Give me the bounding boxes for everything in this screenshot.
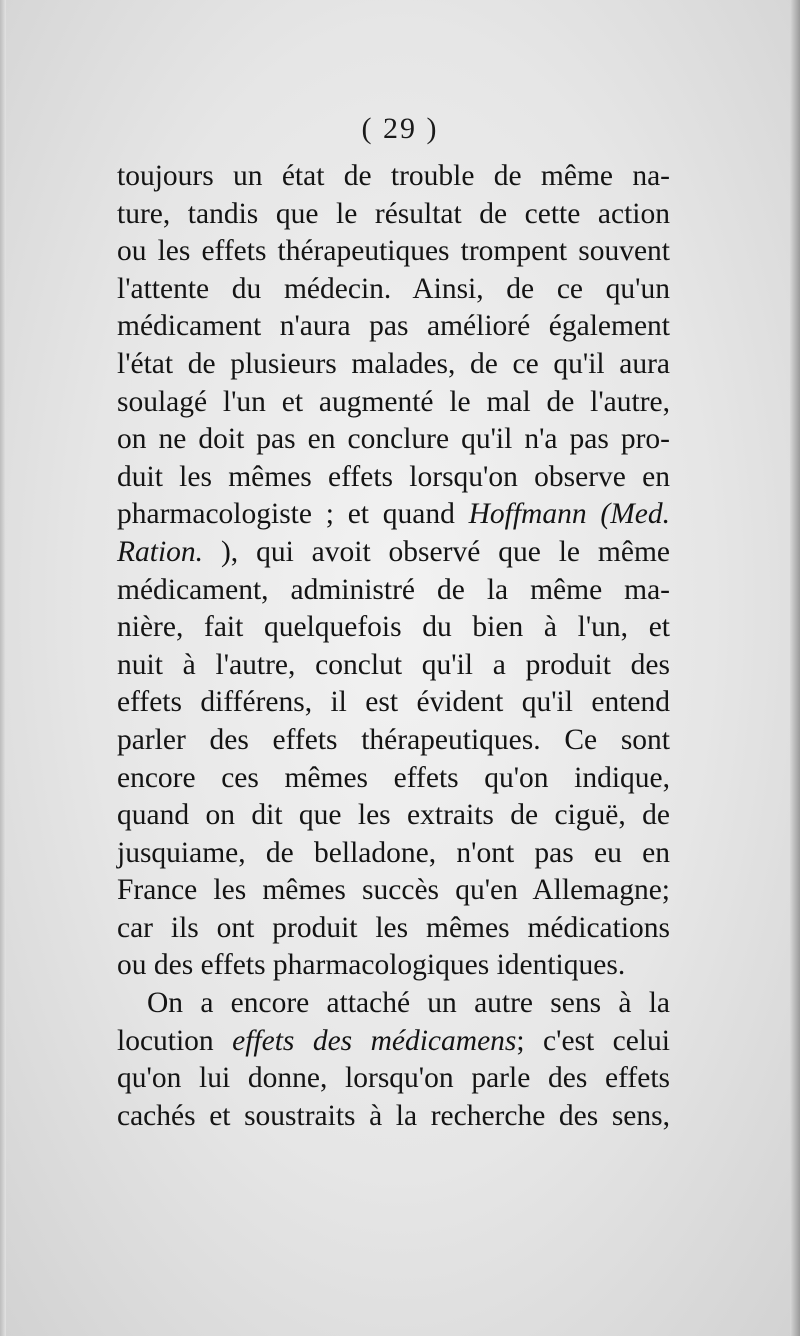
line-text: locution bbox=[117, 1024, 233, 1057]
line-text: ou des effets pharmacologiques identiques. bbox=[117, 949, 626, 982]
line-text: effets différens, il est évident qu'il entend bbox=[117, 686, 670, 719]
line-text: cachés et soustraits à la recherche des sens, bbox=[117, 1099, 670, 1132]
text-line bbox=[117, 760, 670, 798]
text-line bbox=[117, 1098, 670, 1136]
text-line bbox=[117, 346, 670, 384]
text-line bbox=[117, 609, 670, 647]
line-text: parler des effets thérapeutiques. Ce sont bbox=[117, 723, 670, 756]
text-line bbox=[117, 1023, 670, 1061]
body-text bbox=[117, 158, 670, 1135]
page-left-edge bbox=[0, 0, 6, 1336]
line-text: pharmacologiste ; et quand bbox=[117, 498, 469, 531]
line-text: l'état de plusieurs malades, de ce qu'il aura bbox=[117, 347, 670, 380]
italic-text: effets des médicamens bbox=[232, 1024, 517, 1057]
line-text: médicament n'aura pas amélioré également bbox=[117, 310, 670, 343]
line-text: nière, fait quelquefois du bien à l'un, et bbox=[117, 611, 670, 644]
italic-text: Ration. bbox=[117, 535, 204, 568]
text-line bbox=[117, 459, 670, 497]
text-line bbox=[117, 684, 670, 722]
line-text: France les mêmes succès qu'en Allemagne; bbox=[117, 874, 670, 907]
italic-text: Hoffmann (Med. bbox=[468, 498, 670, 531]
line-text: jusquiame, de belladone, n'ont pas eu en bbox=[117, 836, 670, 869]
text-line bbox=[117, 872, 670, 910]
text-line bbox=[117, 271, 670, 309]
text-line bbox=[117, 835, 670, 873]
text-line bbox=[117, 233, 670, 271]
line-text: toujours un état de trouble de même na- bbox=[117, 160, 670, 192]
line-text: l'attente du médecin. Ainsi, de ce qu'un bbox=[117, 272, 670, 305]
text-line bbox=[117, 647, 670, 685]
text-line bbox=[117, 308, 670, 346]
text-line bbox=[117, 196, 670, 234]
line-text: ture, tandis que le résultat de cette action bbox=[117, 197, 670, 230]
line-text: ou les effets thérapeutiques trompent souvent bbox=[117, 235, 670, 268]
line-text: quand on dit que les extraits de ciguë, de bbox=[117, 799, 670, 832]
text-line bbox=[117, 158, 670, 196]
line-text: ), qui avoit observé que le même bbox=[203, 535, 670, 568]
line-text: duit les mêmes effets lorsqu'on observe en bbox=[117, 460, 670, 493]
line-text: médicament, administré de la même ma- bbox=[117, 573, 670, 606]
line-text: on ne doit pas en conclure qu'il n'a pas pro- bbox=[117, 423, 670, 456]
text-line bbox=[117, 722, 670, 760]
line-text: ; c'est celui bbox=[516, 1024, 670, 1057]
page-number: ( 29 ) bbox=[361, 112, 439, 145]
line-text: qu'on lui donne, lorsqu'on parle des effets bbox=[117, 1062, 670, 1095]
line-text: encore ces mêmes effets qu'on indique, bbox=[117, 761, 670, 794]
text-line bbox=[117, 384, 670, 422]
line-text: car ils ont produit les mêmes médications bbox=[117, 911, 670, 944]
text-line bbox=[117, 1060, 670, 1098]
line-text: soulagé l'un et augmenté le mal de l'autre, bbox=[117, 385, 670, 418]
text-line bbox=[117, 496, 670, 534]
text-line bbox=[117, 947, 670, 985]
text-line bbox=[117, 572, 670, 610]
text-line bbox=[117, 534, 670, 572]
line-text: On a encore attaché un autre sens à la bbox=[147, 987, 670, 1020]
text-line bbox=[117, 421, 670, 459]
page-right-edge bbox=[790, 0, 800, 1336]
text-line bbox=[117, 910, 670, 948]
line-text: nuit à l'autre, conclut qu'il a produit des bbox=[117, 648, 670, 681]
text-line bbox=[117, 797, 670, 835]
text-line bbox=[117, 985, 670, 1023]
